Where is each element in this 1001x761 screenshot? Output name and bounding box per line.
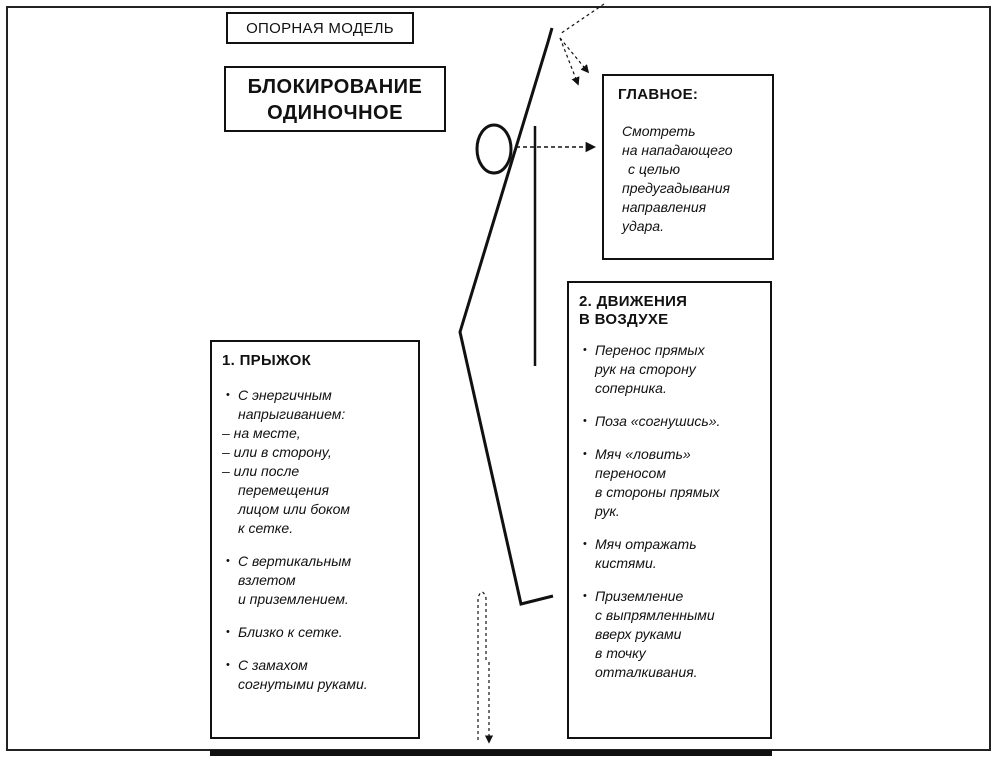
item-line: Поза «согнушись». bbox=[595, 413, 721, 429]
item-line: переносом bbox=[595, 465, 666, 481]
item-line: С энергичным bbox=[238, 387, 332, 403]
item-line: кистями. bbox=[595, 555, 657, 571]
air-item-4 bbox=[579, 535, 762, 573]
item-line: рук. bbox=[595, 503, 620, 519]
main-text bbox=[618, 122, 762, 236]
deflect-arrow-1 bbox=[560, 38, 588, 72]
item-sub-line: – или после bbox=[222, 463, 300, 479]
main-line: с целью bbox=[628, 161, 681, 177]
item-line: Мяч отражать bbox=[595, 536, 697, 552]
item-line: взлетом bbox=[238, 572, 296, 588]
item-sub-line: – на месте, bbox=[222, 425, 301, 441]
main-heading: ГЛАВНОЕ: bbox=[618, 86, 699, 103]
air-item-1 bbox=[579, 341, 762, 398]
item-line: вверх руками bbox=[595, 626, 682, 642]
bullet-icon: • bbox=[583, 415, 587, 427]
item-line: в стороны прямых bbox=[595, 484, 720, 500]
jump-item-1 bbox=[222, 386, 410, 538]
main-line: на нападающего bbox=[622, 142, 733, 158]
floor-line bbox=[210, 750, 772, 756]
main-line: удара. bbox=[622, 218, 664, 234]
item-line: рук на сторону bbox=[595, 361, 696, 377]
air-item-5 bbox=[579, 587, 762, 682]
item-line: с выпрямленными bbox=[595, 607, 715, 623]
jump-item-2 bbox=[222, 552, 410, 609]
air-heading-line-1: 2. ДВИЖЕНИЯ bbox=[579, 293, 688, 310]
item-line: лицом или боком bbox=[238, 501, 350, 517]
jump-up-arrow bbox=[478, 592, 486, 740]
bullet-icon: • bbox=[583, 448, 587, 460]
bullet-icon: • bbox=[226, 659, 230, 671]
jump-box bbox=[210, 340, 420, 739]
item-line: С замахом bbox=[238, 657, 308, 673]
ball-path-arrow bbox=[560, 4, 604, 34]
title-line-1: БЛОКИРОВАНИЕ bbox=[247, 76, 423, 98]
bullet-icon: • bbox=[583, 344, 587, 356]
bullet-icon: • bbox=[583, 538, 587, 550]
deflect-arrow-2 bbox=[560, 38, 578, 84]
title-line-2: ОДИНОЧНОЕ bbox=[267, 102, 403, 124]
jump-item-3 bbox=[222, 623, 410, 642]
main-box bbox=[602, 74, 774, 260]
item-line: Близко к сетке. bbox=[238, 624, 343, 640]
bullet-icon: • bbox=[226, 555, 230, 567]
item-line: перемещения bbox=[238, 482, 329, 498]
bullet-icon: • bbox=[583, 590, 587, 602]
item-line: напрыгиванием: bbox=[238, 406, 346, 422]
item-line: Перенос прямых bbox=[595, 342, 705, 358]
item-line: отталкивания. bbox=[595, 664, 698, 680]
bullet-icon: • bbox=[226, 626, 230, 638]
item-line: в точку bbox=[595, 645, 646, 661]
model-label-text: ОПОРНАЯ МОДЕЛЬ bbox=[246, 19, 394, 37]
item-line: соперника. bbox=[595, 380, 667, 396]
air-item-2 bbox=[579, 412, 762, 431]
item-line: С вертикальным bbox=[238, 553, 352, 569]
air-heading-line-2: В ВОЗДУХЕ bbox=[579, 311, 669, 328]
bullet-icon: • bbox=[226, 389, 230, 401]
item-line: и приземлением. bbox=[238, 591, 349, 607]
main-line: предугадывания bbox=[622, 180, 731, 196]
item-line: согнутыми руками. bbox=[238, 676, 368, 692]
air-item-3 bbox=[579, 445, 762, 521]
item-line: Мяч «ловить» bbox=[595, 446, 691, 462]
head-circle bbox=[477, 125, 511, 173]
item-sub-line: – или в сторону, bbox=[222, 444, 332, 460]
jump-heading: 1. ПРЫЖОК bbox=[222, 352, 312, 369]
main-line: направления bbox=[622, 199, 707, 215]
item-line: к сетке. bbox=[238, 520, 294, 536]
body-line bbox=[460, 28, 553, 604]
item-line: Приземление bbox=[595, 588, 684, 604]
main-line: Смотреть bbox=[622, 123, 696, 139]
jump-item-4 bbox=[222, 656, 410, 694]
air-box bbox=[567, 281, 772, 739]
